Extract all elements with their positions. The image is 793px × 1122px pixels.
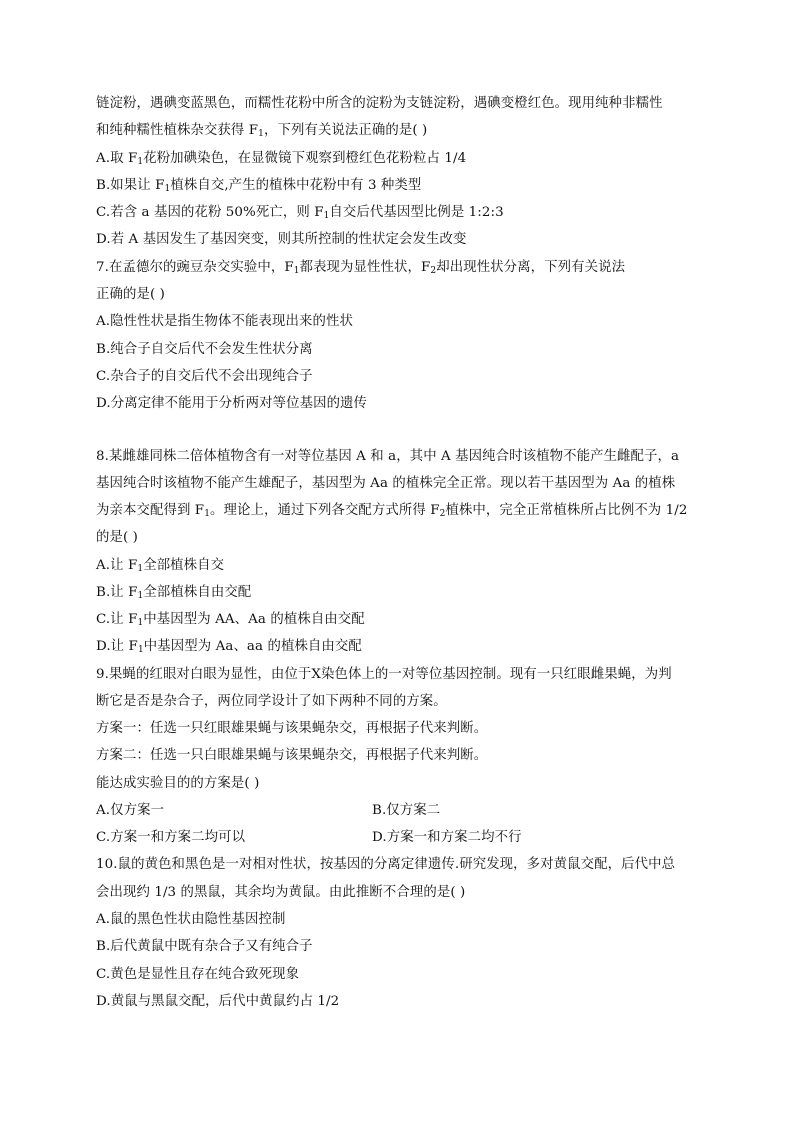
text: 自交后代基因型比例是 1:2:3 (329, 205, 504, 220)
q10-stem-line-2 (96, 884, 465, 902)
subscript: 1 (258, 129, 264, 139)
text: 7.在孟德尔的豌豆杂交实验中，F (96, 260, 294, 275)
text: A.仅方案一 (96, 803, 165, 818)
text: 正确的是( ) (96, 287, 165, 302)
q10-stem-line-1 (96, 856, 675, 874)
text: ，下列有关说法正确的是( ) (263, 123, 428, 138)
q6-option-d (96, 231, 466, 249)
text: D.黄鼠与黑鼠交配，后代中黄鼠约占 1/2 (96, 994, 340, 1009)
q9-plan-1 (96, 720, 487, 738)
text: 基因纯合时该植物不能产生雄配子，基因型为 Aa 的植株完全正常。现以若干基因型为 Aa 的植株 (96, 476, 676, 491)
q9-option-b (372, 802, 440, 820)
text: D.分离定律不能用于分析两对等位基因的遗传 (96, 396, 368, 411)
text: 全部植株自由交配 (143, 585, 252, 600)
text: 的是( ) (96, 530, 138, 545)
q6-stem-line-1 (96, 95, 663, 113)
q9-question (96, 775, 259, 793)
q8-stem-line-2 (96, 475, 675, 493)
text: A.隐性性状是指生物体不能表现出来的性状 (96, 314, 353, 329)
subscript: 1 (323, 211, 330, 221)
q7-option-c (96, 368, 313, 386)
text: 全部植株自交 (143, 558, 225, 573)
q10-option-c (96, 966, 299, 984)
q7-stem-line-2 (96, 286, 165, 304)
q9-stem-line-2 (96, 693, 447, 711)
text: 8.某雌雄同株二倍体植物含有一对等位基因 A 和 a，其中 A 基因纯合时该植物不能产生雌配子，a (96, 449, 680, 464)
q9-option-c (96, 829, 245, 847)
q6-option-b (96, 177, 421, 195)
q8-option-b (96, 584, 251, 602)
text: 断它是否是杂合子，两位同学设计了如下两种不同的方案。 (96, 694, 447, 709)
subscript: 1 (137, 157, 144, 167)
q10-option-a (96, 911, 286, 929)
text: 10.鼠的黄色和黑色是一对相对性状，按基因的分离定律遗传.研究发现，多对黄鼠交配，后代中总 (96, 857, 676, 872)
q8-stem-line-3 (96, 502, 688, 520)
subscript: 1 (137, 645, 144, 655)
text: 却出现性状分离，下列有关说法 (436, 260, 626, 275)
text: 植株中，完全正常植株所占比例不为 1/2 (445, 503, 688, 518)
q8-option-a (96, 557, 224, 575)
q6-option-a (96, 150, 466, 168)
subscript: 1 (293, 266, 300, 276)
q7-option-b (96, 341, 313, 359)
subscript: 1 (137, 618, 144, 628)
q8-stem-line-1 (96, 448, 679, 466)
text: 9.果蝇的红眼对白眼为显性，由位于X染色体上的一对等位基因控制。现有一只红眼雌果蝇，为判 (96, 667, 672, 682)
q7-option-a (96, 313, 353, 331)
text: 中基因型为 AA、Aa 的植株自由交配 (143, 612, 365, 627)
text: D.若 A 基因发生了基因突变，则其所控制的性状定会发生改变 (96, 232, 467, 247)
text: B.纯合子自交后代不会发生性状分离 (96, 342, 313, 357)
q6-stem-line-2 (96, 122, 427, 140)
text: B.仅方案二 (372, 803, 441, 818)
text: A.鼠的黑色性状由隐性基因控制 (96, 912, 286, 927)
q9-plan-2 (96, 747, 487, 765)
q10-option-d (96, 993, 339, 1011)
text: 能达成实验目的的方案是( ) (96, 776, 260, 791)
text: C.让 F (96, 612, 138, 627)
text: 。理论上，通过下列各交配方式所得 F (210, 503, 440, 518)
q8-option-c (96, 611, 365, 629)
text: 都表现为显性性状，F (299, 260, 431, 275)
subscript: 1 (137, 564, 144, 574)
text: C.方案一和方案二均可以 (96, 830, 246, 845)
text: B.后代黄鼠中既有杂合子又有纯合子 (96, 939, 313, 954)
q8-option-d (96, 638, 362, 656)
text: 方案一：任选一只红眼雄果蝇与该果蝇杂交，再根据子代来判断。 (96, 721, 488, 736)
q7-stem-line-1 (96, 259, 625, 277)
subscript: 1 (137, 591, 144, 601)
q9-option-a (96, 802, 164, 820)
text: 会出现约 1/3 的黑鼠，其余均为黄鼠。由此推断不合理的是( ) (96, 885, 466, 900)
q8-stem-line-4 (96, 529, 138, 547)
q7-option-d (96, 395, 367, 413)
text: 为亲本交配得到 F (96, 503, 205, 518)
text: 方案二：任选一只白眼雄果蝇与该果蝇杂交，再根据子代来判断。 (96, 748, 488, 763)
q9-option-d (372, 829, 522, 847)
text: B.如果让 F (96, 178, 165, 193)
text: B.让 F (96, 585, 138, 600)
text: 植株自交,产生的植株中花粉中有 3 种类型 (170, 178, 422, 193)
q6-option-c (96, 204, 504, 222)
q9-stem-line-1 (96, 666, 672, 684)
subscript: 2 (430, 266, 437, 276)
q10-option-b (96, 938, 313, 956)
text: C.黄色是显性且存在纯合致死现象 (96, 967, 300, 982)
text: 和纯种糯性植株杂交获得 F (96, 123, 259, 138)
text: 中基因型为 Aa、aa 的植株自由交配 (143, 639, 362, 654)
subscript: 1 (164, 184, 171, 194)
subscript: 1 (204, 509, 211, 519)
subscript: 2 (439, 509, 446, 519)
text: C.杂合子的自交后代不会出现纯合子 (96, 369, 313, 384)
text: A.让 F (96, 558, 138, 573)
text: D.让 F (96, 639, 138, 654)
text: 链淀粉，遇碘变蓝黑色，而糯性花粉中所含的淀粉为支链淀粉，遇碘变橙红色。现用纯种非糯性 (96, 96, 663, 111)
text: A.取 F (96, 151, 138, 166)
text: D.方案一和方案二均不行 (372, 830, 522, 845)
text: 花粉加碘染色，在显微镜下观察到橙红色花粉粒占 1/4 (143, 151, 467, 166)
text: C.若含 a 基因的花粉 50%死亡，则 F (96, 205, 324, 220)
